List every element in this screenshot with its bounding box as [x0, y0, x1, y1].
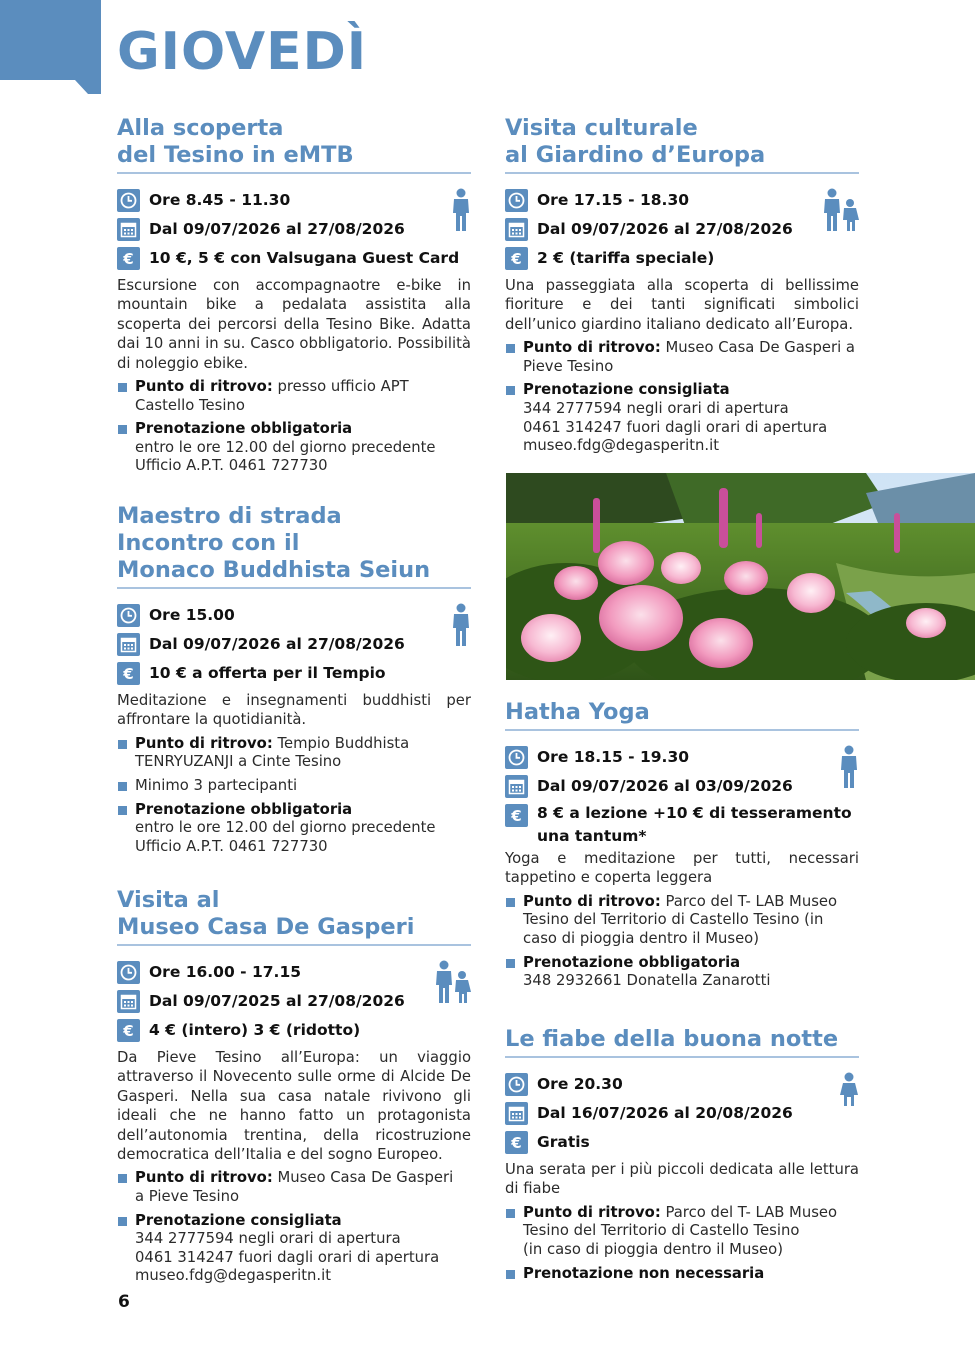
header-tab [0, 0, 101, 94]
booking-info: Prenotazione obbligatoria 348 2932661 Donatella Zanarotti [505, 954, 859, 991]
event-price: 10 € a offerta per il Tempio [149, 664, 386, 682]
calendar-icon [117, 633, 140, 656]
page-title: GIOVEDÌ [117, 22, 368, 82]
event-description: Una serata per i più piccoli dedicata alle lettura di fiabe [505, 1161, 859, 1198]
meeting-point: Punto di ritrovo: Tempio Buddhista TENRYUZANJI a Cinte Tesino [117, 735, 471, 772]
event-dates: Dal 09/07/2025 al 27/08/2026 [149, 992, 405, 1010]
event-description: Yoga e meditazione per tutti, necessari tappetino e coperta leggera [505, 850, 859, 887]
page-number: 6 [118, 1292, 130, 1312]
event-title: Maestro di strada Incontro con il Monaco Buddhista Seiun [117, 503, 471, 589]
time-row [505, 743, 859, 772]
dates-row [505, 215, 859, 244]
event-emtb [117, 115, 471, 481]
booking-info: Prenotazione consigliata 344 2777594 negli orari di apertura 0461 314247 fuori dagli orari di apertura museo.fdg@degasperitn.it [505, 381, 859, 455]
meeting-point: Punto di ritrovo: Museo Casa De Gasperi a Pieve Tesino [505, 339, 859, 376]
calendar-icon [505, 218, 528, 241]
event-time: Ore 16.00 - 17.15 [149, 963, 302, 981]
event-time: Ore 18.15 - 19.30 [537, 748, 690, 766]
meeting-point: Punto di ritrovo: Museo Casa De Gasperi a Pieve Tesino [117, 1169, 471, 1206]
event-title: Visita culturale al Giardino d’Europa [505, 115, 859, 174]
euro-icon: € [117, 247, 140, 270]
event-price: Gratis [537, 1133, 590, 1151]
clock-icon [117, 189, 140, 212]
min-participants: Minimo 3 partecipanti [117, 777, 471, 796]
euro-icon: € [117, 1019, 140, 1042]
event-time: Ore 17.15 - 18.30 [537, 191, 690, 209]
time-row [117, 601, 471, 630]
price-row [117, 244, 471, 273]
booking-info: Prenotazione obbligatoria entro le ore 12.00 del giorno precedente Ufficio A.P.T. 0461 727730 [117, 420, 471, 476]
event-price: 2 € (tariffa speciale) [537, 249, 715, 267]
peony-garden-photo [506, 473, 975, 680]
euro-icon: € [505, 1131, 528, 1154]
event-description: Escursione con accompagnaotre e-bike in mountain bike a pedalata assistita alla scoperta dei percorsi della Tesino Bike. Adatta dai 10 anni in su. Casco obbligatorio. Possibilità di noleggio ebike. [117, 277, 471, 372]
time-row [505, 186, 859, 215]
event-fiabe [505, 1026, 859, 1288]
time-row [505, 1070, 859, 1099]
clock-icon [505, 189, 528, 212]
event-monaco [117, 503, 471, 861]
event-dates: Dal 09/07/2026 al 27/08/2026 [149, 635, 405, 653]
dates-row [117, 630, 471, 659]
event-price: 8 € a lezione +10 € di tesseramento una tantum* [537, 804, 852, 845]
price-row [117, 659, 471, 688]
time-row [117, 958, 471, 987]
event-title: Visita al Museo Casa De Gasperi [117, 887, 471, 946]
event-title: Hatha Yoga [505, 699, 859, 731]
calendar-icon [117, 990, 140, 1013]
clock-icon [505, 746, 528, 769]
time-row [117, 186, 471, 215]
calendar-icon [505, 1102, 528, 1125]
event-giardino [505, 115, 859, 461]
event-dates: Dal 09/07/2026 al 03/09/2026 [537, 777, 793, 795]
event-dates: Dal 09/07/2026 al 27/08/2026 [537, 220, 793, 238]
event-description: Una passeggiata alla scoperta di bellissime fioriture e dei tanti significati simbolici dell’unico giardino italiano dedicato all’Europa. [505, 277, 859, 333]
price-row [505, 801, 859, 846]
clock-icon [117, 604, 140, 627]
event-museo [117, 887, 471, 1291]
event-title: Le fiabe della buona notte [505, 1026, 859, 1058]
meeting-point: Punto di ritrovo: Parco del T- LAB Museo Tesino del Territorio di Castello Tesino (in caso di pioggia dentro il Museo) [505, 893, 859, 949]
price-row [505, 244, 859, 273]
euro-icon: € [117, 662, 140, 685]
dates-row [117, 215, 471, 244]
event-dates: Dal 09/07/2026 al 27/08/2026 [149, 220, 405, 238]
euro-icon: € [505, 804, 528, 827]
dates-row [505, 1099, 859, 1128]
event-yoga [505, 699, 859, 996]
calendar-icon [117, 218, 140, 241]
price-row [505, 1128, 859, 1157]
booking-info: Prenotazione consigliata 344 2777594 negli orari di apertura 0461 314247 fuori dagli orari di apertura museo.fdg@degasperitn.it [117, 1212, 471, 1286]
clock-icon [117, 961, 140, 984]
booking-info: Prenotazione obbligatoria entro le ore 12.00 del giorno precedente Ufficio A.P.T. 0461 727730 [117, 801, 471, 857]
event-description: Da Pieve Tesino all’Europa: un viaggio attraverso il Novecento sulle orme di Alcide De Gasperi. Nella sua casa natale rivivono gli ideali che ne hanno fatto un protagonista dell’autonomia trentina, della ricostruzione democratica dell’Italia e del sogno Europeo. [117, 1049, 471, 1164]
meeting-point: Punto di ritrovo: presso ufficio APT Castello Tesino [117, 378, 471, 415]
event-title: Alla scoperta del Tesino in eMTB [117, 115, 471, 174]
event-dates: Dal 16/07/2026 al 20/08/2026 [537, 1104, 793, 1122]
calendar-icon [505, 775, 528, 798]
booking-info: Prenotazione non necessaria [505, 1265, 859, 1284]
clock-icon [505, 1073, 528, 1096]
dates-row [505, 772, 859, 801]
event-description: Meditazione e insegnamenti buddhisti per affrontare la quotidianità. [117, 692, 471, 729]
euro-icon: € [505, 247, 528, 270]
dates-row [117, 987, 471, 1016]
event-time: Ore 20.30 [537, 1075, 623, 1093]
event-time: Ore 8.45 - 11.30 [149, 191, 291, 209]
event-price: 10 €, 5 € con Valsugana Guest Card [149, 249, 460, 267]
meeting-point: Punto di ritrovo: Parco del T- LAB Museo Tesino del Territorio di Castello Tesino (in caso di pioggia dentro il Museo) [505, 1204, 859, 1260]
event-time: Ore 15.00 [149, 606, 235, 624]
event-price: 4 € (intero) 3 € (ridotto) [149, 1021, 361, 1039]
price-row [117, 1016, 471, 1045]
